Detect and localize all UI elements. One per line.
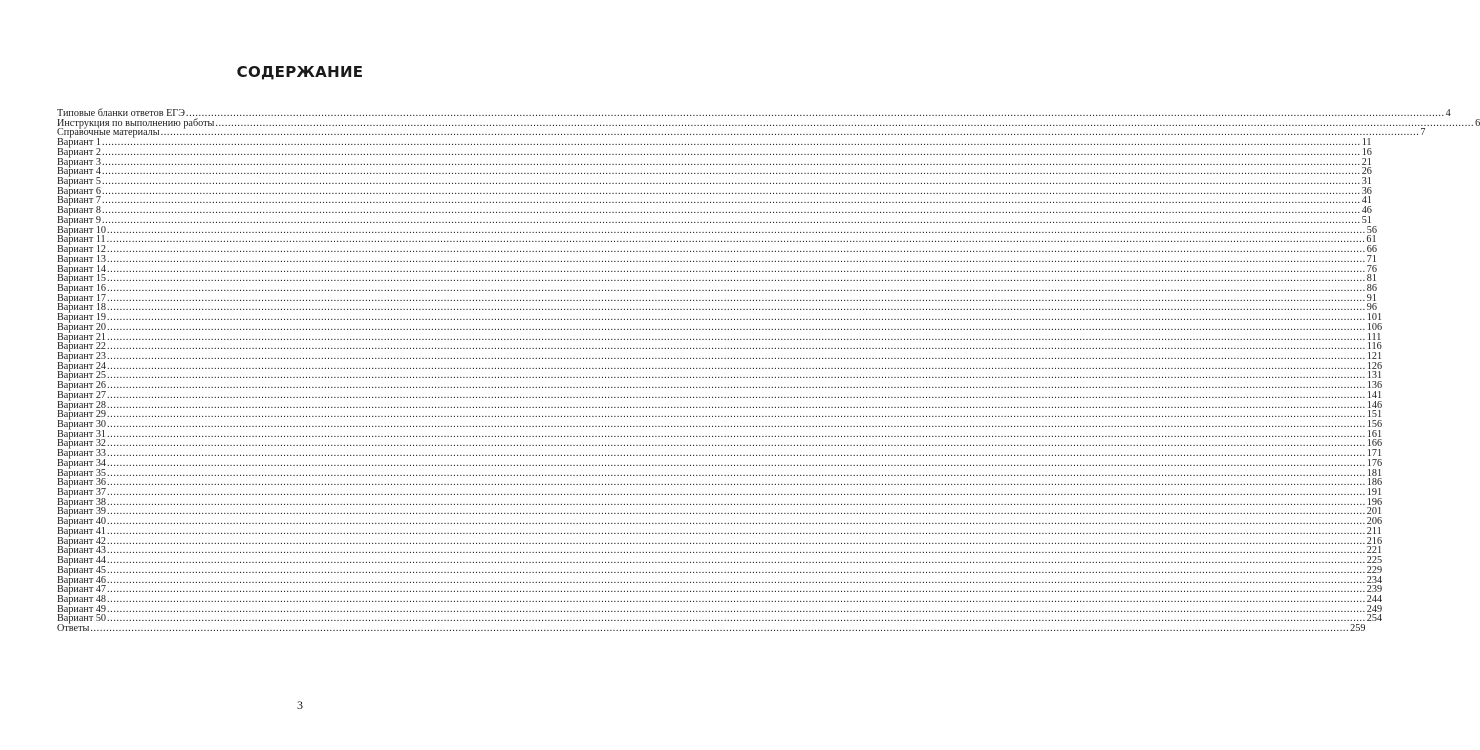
toc-entry-label: Вариант 45 (57, 564, 107, 576)
dot-leader: ................................................................................................................................................................................................................................................................................................................................................................................................................ (107, 438, 1366, 450)
toc-entry-page: 156 (1366, 419, 1383, 430)
toc-entry-label: Вариант 9 (57, 214, 101, 226)
toc-entry-label: Вариант 21 (57, 331, 107, 343)
toc-entry-label: Вариант 15 (57, 273, 107, 285)
dot-leader: ................................................................................................................................................................................................................................................................................................................................................................................................................ (101, 146, 1361, 158)
toc-entry-label: Вариант 28 (57, 399, 107, 411)
toc-entry-label: Вариант 49 (57, 603, 107, 615)
toc-entry-label: Вариант 12 (57, 244, 107, 256)
dot-leader: ................................................................................................................................................................................................................................................................................................................................................................................................................ (107, 331, 1366, 343)
table-of-contents (57, 108, 1480, 635)
dot-leader: ................................................................................................................................................................................................................................................................................................................................................................................................................ (107, 263, 1366, 275)
toc-entry-label: Типовые бланки ответов ЕГЭ (57, 108, 185, 119)
toc-entry-page: 216 (1366, 535, 1383, 547)
dot-leader: ................................................................................................................................................................................................................................................................................................................................................................................................................ (107, 409, 1366, 421)
toc-entry-label: Вариант 35 (57, 467, 107, 479)
dot-leader: ................................................................................................................................................................................................................................................................................................................................................................................................................ (107, 477, 1366, 489)
toc-entry-page: 229 (1366, 564, 1383, 576)
toc-entry-page: 51 (1361, 214, 1372, 226)
toc-entry-label: Вариант 2 (57, 146, 101, 158)
page-title: СОДЕРЖАНИЕ (236, 63, 364, 81)
toc-entry-label: Вариант 25 (57, 370, 107, 382)
toc-entry-page: 41 (1361, 195, 1372, 207)
toc-entry-label: Вариант 7 (57, 195, 101, 207)
dot-leader: ................................................................................................................................................................................................................................................................................................................................................................................................................ (107, 467, 1366, 479)
toc-entry-label: Вариант 27 (57, 389, 107, 401)
dot-leader: ................................................................................................................................................................................................................................................................................................................................................................................................................ (107, 282, 1366, 294)
toc-entry-label: Вариант 47 (57, 584, 107, 596)
toc-entry-page: 141 (1366, 389, 1383, 401)
toc-entry-label: Вариант 13 (57, 253, 107, 265)
dot-leader: ................................................................................................................................................................................................................................................................................................................................................................................................................ (107, 273, 1366, 285)
dot-leader: ................................................................................................................................................................................................................................................................................................................................................................................................................ (101, 214, 1361, 226)
dot-leader: ................................................................................................................................................................................................................................................................................................................................................................................................................ (107, 603, 1366, 615)
dot-leader: ................................................................................................................................................................................................................................................................................................................................................................................................................ (101, 185, 1361, 197)
toc-entry-page: 11 (1361, 137, 1372, 149)
dot-leader: ................................................................................................................................................................................................................................................................................................................................................................................................................ (101, 156, 1361, 168)
toc-entry-label: Вариант 14 (57, 263, 107, 275)
toc-entry-label: Вариант 44 (57, 555, 107, 567)
toc-entry-page: 131 (1366, 370, 1383, 382)
toc-entry-page: 81 (1366, 273, 1377, 285)
dot-leader: ................................................................................................................................................................................................................................................................................................................................................................................................................ (90, 623, 1350, 635)
toc-entry-page: 46 (1361, 205, 1372, 217)
toc-entry-label: Вариант 39 (57, 506, 107, 518)
dot-leader: ................................................................................................................................................................................................................................................................................................................................................................................................................ (107, 593, 1366, 605)
toc-entry-label: Вариант 48 (57, 593, 107, 605)
dot-leader: ................................................................................................................................................................................................................................................................................................................................................................................................................ (107, 224, 1366, 236)
toc-entry-label: Вариант 20 (57, 321, 107, 333)
dot-leader: ................................................................................................................................................................................................................................................................................................................................................................................................................ (107, 321, 1366, 333)
dot-leader: ................................................................................................................................................................................................................................................................................................................................................................................................................ (101, 195, 1361, 207)
toc-entry-label: Вариант 33 (57, 448, 107, 460)
dot-leader: ................................................................................................................................................................................................................................................................................................................................................................................................................ (107, 399, 1366, 411)
toc-entry-page: 56 (1366, 224, 1377, 236)
toc-entry-label: Вариант 4 (57, 166, 101, 178)
toc-entry-page: 259 (1350, 623, 1366, 635)
toc-entry-page: 186 (1366, 477, 1383, 489)
toc-entry-page: 116 (1366, 341, 1382, 353)
toc-entry-page: 254 (1366, 613, 1383, 625)
toc-entry-label: Вариант 38 (57, 496, 107, 508)
dot-leader: ................................................................................................................................................................................................................................................................................................................................................................................................................ (107, 545, 1366, 557)
toc-entry-page: 61 (1366, 234, 1377, 246)
toc-entry-label: Вариант 3 (57, 156, 101, 168)
dot-leader: ................................................................................................................................................................................................................................................................................................................................................................................................................ (101, 137, 1361, 149)
toc-entry-label: Вариант 11 (57, 234, 106, 246)
toc-entry-page: 161 (1366, 428, 1383, 440)
toc-entry-page: 196 (1366, 496, 1383, 508)
toc-entry-label: Вариант 36 (57, 477, 107, 489)
toc-entry-page: 16 (1361, 146, 1372, 158)
toc-entry-page: 234 (1366, 574, 1383, 586)
toc-entry-label: Вариант 50 (57, 613, 107, 625)
toc-entry-page: 101 (1366, 312, 1383, 324)
dot-leader: ................................................................................................................................................................................................................................................................................................................................................................................................................ (107, 525, 1366, 537)
dot-leader: ................................................................................................................................................................................................................................................................................................................................................................................................................ (107, 535, 1366, 547)
dot-leader: ................................................................................................................................................................................................................................................................................................................................................................................................................ (107, 302, 1366, 314)
dot-leader: ................................................................................................................................................................................................................................................................................................................................................................................................................ (107, 516, 1366, 528)
dot-leader: ................................................................................................................................................................................................................................................................................................................................................................................................................ (107, 360, 1366, 372)
toc-entry-label: Вариант 43 (57, 545, 107, 557)
dot-leader: ................................................................................................................................................................................................................................................................................................................................................................................................................ (106, 234, 1366, 246)
toc-entry-page: 76 (1366, 263, 1377, 275)
toc-entry-page: 206 (1366, 516, 1383, 528)
toc-entry-label: Инструкция по выполнению работы (57, 117, 215, 129)
toc-entry-page: 121 (1366, 350, 1383, 362)
toc-entry-label: Вариант 19 (57, 312, 107, 324)
toc-entry-label: Ответы (57, 623, 90, 635)
dot-leader: ................................................................................................................................................................................................................................................................................................................................................................................................................ (107, 389, 1366, 401)
dot-leader: ................................................................................................................................................................................................................................................................................................................................................................................................................ (107, 350, 1366, 362)
dot-leader: ................................................................................................................................................................................................................................................................................................................................................................................................................ (101, 176, 1361, 188)
dot-leader: ................................................................................................................................................................................................................................................................................................................................................................................................................ (107, 506, 1366, 518)
toc-entry-page: 171 (1366, 448, 1383, 460)
toc-entry-page: 21 (1361, 156, 1372, 168)
toc-entry-page: 111 (1366, 331, 1382, 343)
toc-entry-label: Вариант 37 (57, 487, 107, 499)
toc-entry-label: Вариант 23 (57, 350, 107, 362)
dot-leader: ................................................................................................................................................................................................................................................................................................................................................................................................................ (107, 341, 1366, 353)
dot-leader: ................................................................................................................................................................................................................................................................................................................................................................................................................ (215, 117, 1475, 129)
dot-leader: ................................................................................................................................................................................................................................................................................................................................................................................................................ (107, 487, 1366, 499)
toc-entry-label: Вариант 8 (57, 205, 101, 217)
toc-entry-label: Вариант 31 (57, 428, 107, 440)
dot-leader: ................................................................................................................................................................................................................................................................................................................................................................................................................ (107, 457, 1366, 469)
toc-entry-label: Вариант 24 (57, 360, 107, 372)
dot-leader: ................................................................................................................................................................................................................................................................................................................................................................................................................ (107, 380, 1366, 392)
toc-entry-page: 126 (1366, 360, 1383, 372)
toc-entry-page: 4 (1445, 108, 1451, 119)
dot-leader: ................................................................................................................................................................................................................................................................................................................................................................................................................ (107, 496, 1366, 508)
toc-entry-page: 7 (1420, 127, 1426, 139)
toc-entry-page: 201 (1366, 506, 1383, 518)
toc-entry-page: 71 (1366, 253, 1377, 265)
toc-entry-page: 239 (1366, 584, 1383, 596)
toc-entry-page: 151 (1366, 409, 1383, 421)
toc-entry-page: 6 (1475, 117, 1480, 129)
dot-leader: ................................................................................................................................................................................................................................................................................................................................................................................................................ (160, 127, 1420, 139)
dot-leader: ................................................................................................................................................................................................................................................................................................................................................................................................................ (101, 205, 1361, 217)
dot-leader: ................................................................................................................................................................................................................................................................................................................................................................................................................ (107, 253, 1366, 265)
toc-entry-page: 176 (1366, 457, 1383, 469)
toc-entry-page: 225 (1366, 555, 1383, 567)
toc-entry-page: 91 (1366, 292, 1377, 304)
toc-entry-page: 244 (1366, 593, 1383, 605)
toc-entry-page: 211 (1366, 525, 1382, 537)
toc-entry-label: Вариант 40 (57, 516, 107, 528)
dot-leader: ................................................................................................................................................................................................................................................................................................................................................................................................................ (107, 564, 1366, 576)
toc-entry-label: Справочные материалы (57, 127, 160, 139)
toc-entry-page: 31 (1361, 176, 1372, 188)
toc-entry-label: Вариант 10 (57, 224, 107, 236)
dot-leader: ................................................................................................................................................................................................................................................................................................................................................................................................................ (107, 428, 1366, 440)
toc-entry-label: Вариант 32 (57, 438, 107, 450)
toc-entry-label: Вариант 22 (57, 341, 107, 353)
toc-entry (57, 623, 1366, 635)
toc-entry-label: Вариант 26 (57, 380, 107, 392)
toc-entry-page: 36 (1361, 185, 1372, 197)
toc-entry-label: Вариант 16 (57, 282, 107, 294)
dot-leader: ................................................................................................................................................................................................................................................................................................................................................................................................................ (107, 555, 1366, 567)
toc-entry-label: Вариант 46 (57, 574, 107, 586)
toc-entry-label: Вариант 17 (57, 292, 107, 304)
toc-entry-page: 106 (1366, 321, 1383, 333)
toc-entry-page: 26 (1361, 166, 1372, 178)
toc-entry-page: 146 (1366, 399, 1383, 411)
dot-leader: ................................................................................................................................................................................................................................................................................................................................................................................................................ (107, 613, 1366, 625)
toc-entry-label: Вариант 41 (57, 525, 107, 537)
toc-entry-label: Вариант 1 (57, 137, 101, 149)
toc-entry-page: 181 (1366, 467, 1383, 479)
toc-entry-label: Вариант 5 (57, 176, 101, 188)
dot-leader: ................................................................................................................................................................................................................................................................................................................................................................................................................ (107, 584, 1366, 596)
dot-leader: ................................................................................................................................................................................................................................................................................................................................................................................................................ (107, 574, 1366, 586)
toc-entry-label: Вариант 30 (57, 419, 107, 430)
toc-entry-label: Вариант 42 (57, 535, 107, 547)
toc-entry-label: Вариант 29 (57, 409, 107, 421)
dot-leader: ................................................................................................................................................................................................................................................................................................................................................................................................................ (107, 370, 1366, 382)
dot-leader: ................................................................................................................................................................................................................................................................................................................................................................................................................ (107, 312, 1366, 324)
toc-entry-page: 166 (1366, 438, 1383, 450)
dot-leader: ................................................................................................................................................................................................................................................................................................................................................................................................................ (185, 108, 1445, 119)
toc-entry-page: 221 (1366, 545, 1383, 557)
toc-entry-label: Вариант 34 (57, 457, 107, 469)
dot-leader: ................................................................................................................................................................................................................................................................................................................................................................................................................ (107, 292, 1366, 304)
toc-entry-label: Вариант 6 (57, 185, 101, 197)
toc-entry-page: 191 (1366, 487, 1383, 499)
dot-leader: ................................................................................................................................................................................................................................................................................................................................................................................................................ (107, 244, 1366, 256)
toc-entry-page: 136 (1366, 380, 1383, 392)
page-number: 3 (297, 698, 303, 712)
dot-leader: ................................................................................................................................................................................................................................................................................................................................................................................................................ (101, 166, 1361, 178)
dot-leader: ................................................................................................................................................................................................................................................................................................................................................................................................................ (107, 419, 1366, 430)
dot-leader: ................................................................................................................................................................................................................................................................................................................................................................................................................ (107, 448, 1366, 460)
toc-entry-page: 66 (1366, 244, 1377, 256)
toc-entry-page: 249 (1366, 603, 1383, 615)
toc-entry-page: 96 (1366, 302, 1377, 314)
toc-entry-page: 86 (1366, 282, 1377, 294)
toc-entry-label: Вариант 18 (57, 302, 107, 314)
